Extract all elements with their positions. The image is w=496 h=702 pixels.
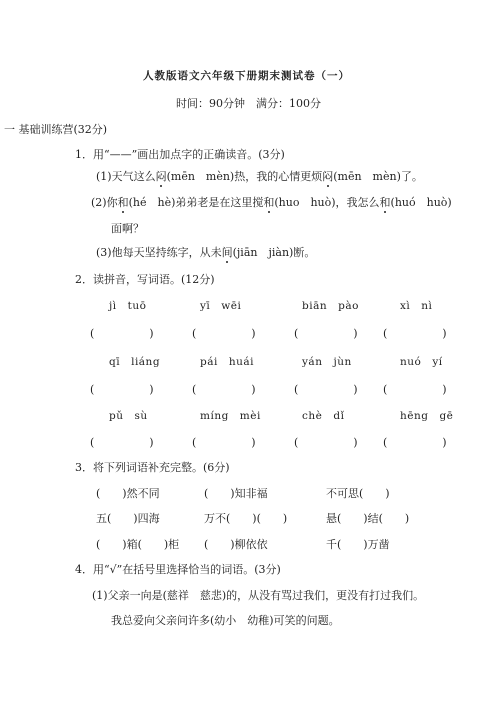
exam-meta: 时间：90分钟 满分：100分 xyxy=(176,97,321,110)
q1-s1-part: (mēn mèn)了。 xyxy=(333,170,423,183)
pinyin: yán jùn xyxy=(302,356,352,368)
q1-s3-part: (jiān jiàn)断。 xyxy=(232,246,316,259)
idiom-item[interactable]: 悬( )结( ) xyxy=(326,512,410,525)
dotted-char: 和 xyxy=(263,196,275,209)
q4-line-2[interactable]: 我总爱向父亲问许多(幼小 幼稚)可笑的问题。 xyxy=(111,614,340,627)
dotted-char: 闷 xyxy=(155,170,167,183)
idiom-item[interactable]: ( )柳依依 xyxy=(204,538,268,551)
pinyin: jì tuō xyxy=(109,300,147,312)
idiom-item[interactable]: ( )知非福 xyxy=(204,487,268,500)
answer-blank[interactable]: ( ) xyxy=(383,383,447,396)
q3-stem: 3．将下列词语补充完整。(6分) xyxy=(75,461,230,474)
pinyin: qī liáng xyxy=(109,356,161,368)
q1-s3-part: (3)他每天坚持练字，从未 xyxy=(96,246,222,259)
dotted-char: 闷 xyxy=(322,170,334,183)
exam-title: 人教版语文六年级下册期末测试卷（一） xyxy=(143,70,350,82)
q1-sentence-2-cont: 面啊？ xyxy=(111,222,144,235)
q1-s2-part: (2)你 xyxy=(91,196,118,209)
q1-s2-part: (huo huò)，我怎么 xyxy=(274,196,380,209)
dotted-char: 间 xyxy=(221,246,233,259)
q1-sentence-2 xyxy=(91,194,452,210)
q1-s1-part: (1)天气这么 xyxy=(96,170,156,183)
answer-blank[interactable]: ( ) xyxy=(294,383,358,396)
idiom-item[interactable]: ( )箱( )柜 xyxy=(96,538,180,551)
answer-blank[interactable]: ( ) xyxy=(294,436,358,449)
pinyin: pǔ sù xyxy=(109,410,148,422)
answer-blank[interactable]: ( ) xyxy=(90,383,154,396)
q1-s1-part: (mēn mèn)热，我的心情更烦 xyxy=(166,170,323,183)
dotted-char: 和 xyxy=(117,196,129,209)
answer-blank[interactable]: ( ) xyxy=(90,436,154,449)
q1-sentence-3 xyxy=(96,244,315,260)
answer-blank[interactable]: ( ) xyxy=(90,327,154,340)
pinyin: xì nì xyxy=(400,300,433,312)
answer-blank[interactable]: ( ) xyxy=(192,327,256,340)
answer-blank[interactable]: ( ) xyxy=(383,327,447,340)
q1-s2-part: (huó huò) xyxy=(390,196,452,209)
pinyin: míng mèi xyxy=(200,410,261,422)
pinyin: pái huái xyxy=(200,356,254,368)
idiom-item[interactable]: ( )然不同 xyxy=(96,487,160,500)
idiom-item[interactable]: 千( )万凿 xyxy=(326,538,390,551)
answer-blank[interactable]: ( ) xyxy=(383,436,447,449)
idiom-item[interactable]: 万不( )( ) xyxy=(204,512,288,525)
idiom-item[interactable]: 不可思( ) xyxy=(326,487,390,500)
idiom-item[interactable]: 五( )四海 xyxy=(96,512,160,525)
pinyin: biān pào xyxy=(302,300,359,312)
answer-blank[interactable]: ( ) xyxy=(192,436,256,449)
section-heading: 一 基础训练营(32分) xyxy=(4,123,108,136)
q1-stem: 1．用“——”画出加点字的正确读音。(3分) xyxy=(75,148,285,161)
pinyin: hēng gē xyxy=(400,410,454,422)
q4-stem: 4．用“√”在括号里选择恰当的词语。(3分) xyxy=(75,563,281,576)
q4-line-1[interactable]: (1)父亲一向是(慈祥 慈悲)的，从没有骂过我们，更没有打过我们。 xyxy=(92,589,425,602)
q2-stem: 2．读拼音，写词语。(12分) xyxy=(75,273,215,286)
dotted-char: 和 xyxy=(379,196,391,209)
answer-blank[interactable]: ( ) xyxy=(192,383,256,396)
answer-blank[interactable]: ( ) xyxy=(294,327,358,340)
q1-sentence-1 xyxy=(96,168,423,184)
pinyin: nuó yí xyxy=(400,356,443,368)
pinyin: chè dǐ xyxy=(302,410,345,422)
pinyin: yī wēi xyxy=(200,300,242,312)
q1-s2-part: (hé hè)弟弟老是在这里搅 xyxy=(128,196,264,209)
